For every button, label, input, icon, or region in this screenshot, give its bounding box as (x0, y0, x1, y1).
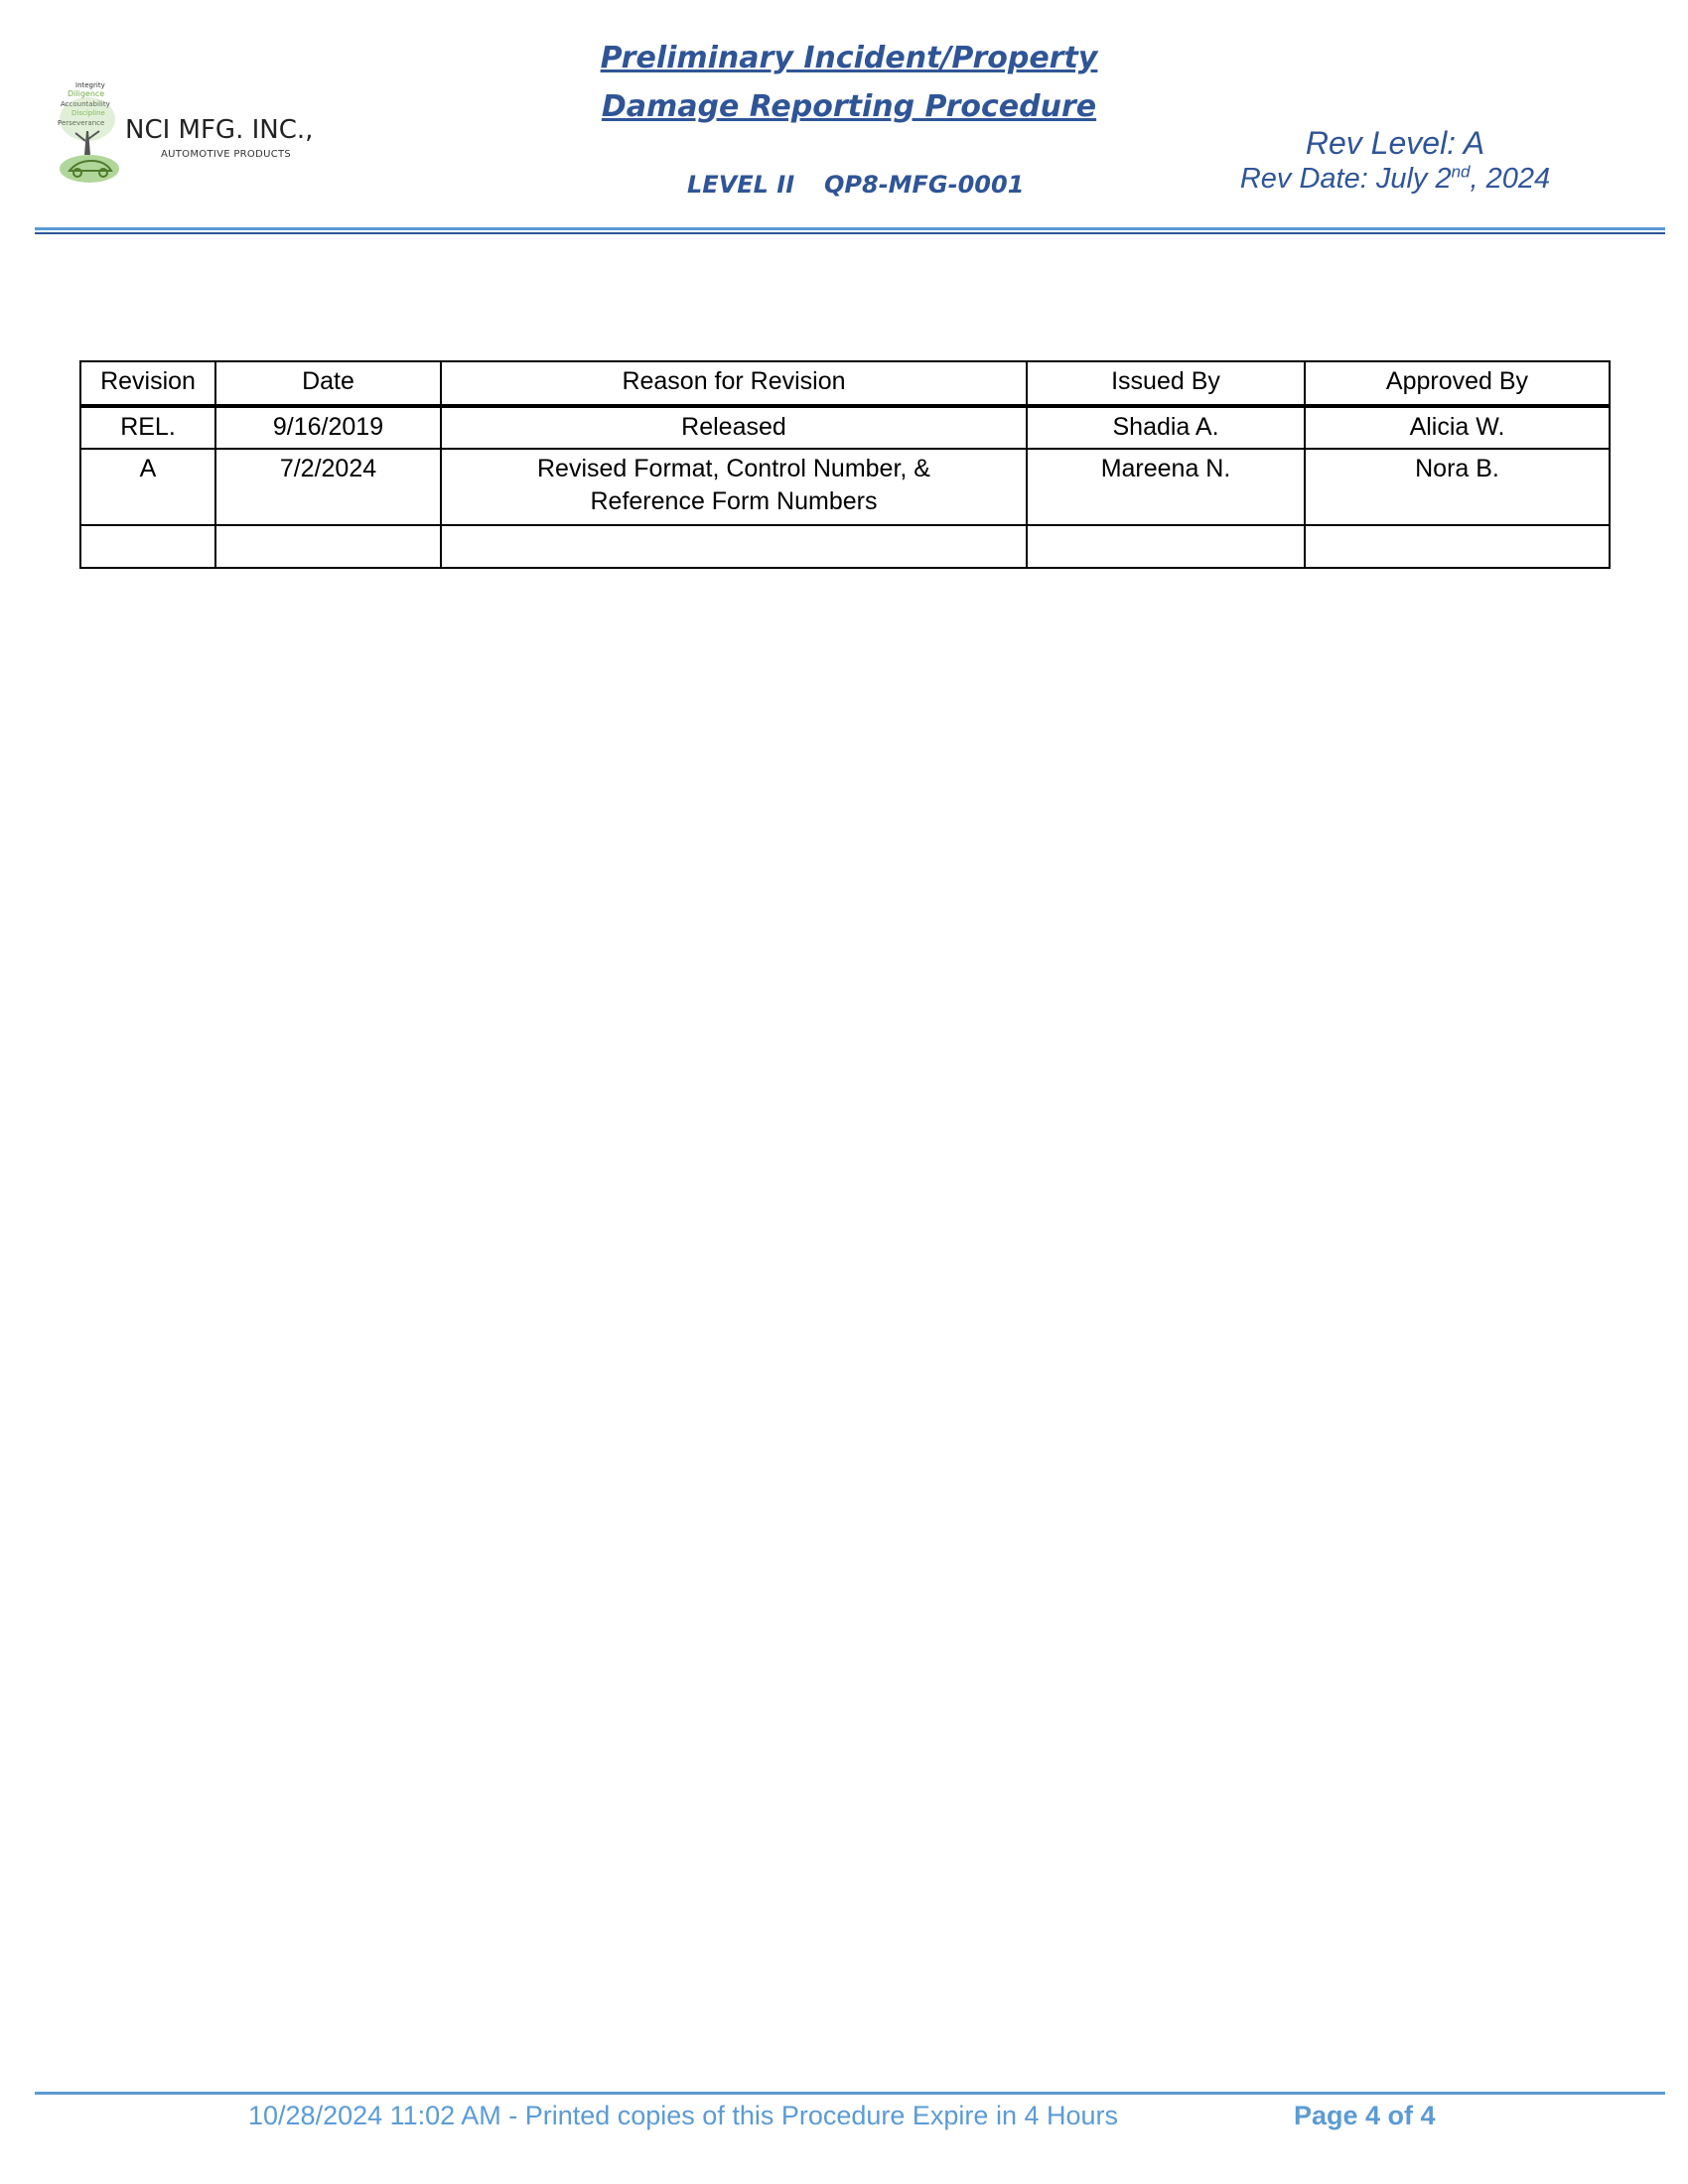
cell-date (215, 525, 441, 568)
rev-date-year: , 2024 (1470, 163, 1551, 195)
column-header-issued-by: Issued By (1027, 361, 1305, 406)
cell-issued-by: Shadia A. (1027, 406, 1305, 449)
document-level: LEVEL II (687, 171, 795, 199)
logo-word: Perseverance (58, 119, 105, 127)
rev-date (1192, 163, 1599, 196)
footer-divider (35, 2092, 1665, 2095)
cell-revision: REL. (80, 406, 215, 449)
company-subtitle: AUTOMOTIVE PRODUCTS (161, 149, 292, 160)
cell-date: 7/2/2024 (215, 449, 441, 525)
cell-revision: A (80, 449, 215, 525)
logo-word: Accountability (61, 100, 110, 108)
cell-approved-by (1305, 525, 1610, 568)
table-row (80, 449, 1610, 525)
logo-word: Diligence (68, 89, 105, 98)
rev-date-suffix-sup: nd (1451, 162, 1471, 182)
revision-history-table (79, 360, 1611, 569)
column-header-approved-by: Approved By (1305, 361, 1610, 406)
cell-issued-by: Mareena N. (1027, 449, 1305, 525)
cell-reason: Released (441, 406, 1027, 449)
rev-date-prefix: Rev Date: July 2 (1239, 163, 1452, 195)
print-expiry-notice: 10/28/2024 11:02 AM - Printed copies of this Procedure Expire in 4 Hours (248, 2101, 1118, 2130)
table-row (80, 525, 1610, 568)
cell-date: 9/16/2019 (215, 406, 441, 449)
column-header-revision: Revision (80, 361, 215, 406)
document-number: QP8-MFG-0001 (824, 171, 1025, 199)
logo-word: Discipline (71, 109, 105, 117)
header-divider-top (35, 227, 1665, 230)
column-header-reason: Reason for Revision (441, 361, 1027, 406)
document-title-line1: Preliminary Incident/Property (600, 41, 1098, 75)
cell-approved-by: Nora B. (1305, 449, 1610, 525)
tree-car-logo-icon (58, 79, 127, 189)
company-name: NCI MFG. INC., (125, 115, 314, 145)
cell-issued-by (1027, 525, 1305, 568)
company-logo (58, 79, 326, 194)
page-number: Page 4 of 4 (1294, 2101, 1436, 2130)
table-row (80, 406, 1610, 449)
rev-level: Rev Level: A (1305, 125, 1485, 161)
cell-revision (80, 525, 215, 568)
logo-word: Integrity (75, 81, 105, 89)
table-header-row (80, 361, 1610, 406)
cell-approved-by: Alicia W. (1305, 406, 1610, 449)
document-title-line2: Damage Reporting Procedure (601, 89, 1097, 124)
header-divider-bottom (35, 232, 1665, 234)
cell-reason: Revised Format, Control Number, & Reference Form Numbers (441, 449, 1027, 525)
cell-reason (441, 525, 1027, 568)
column-header-date: Date (215, 361, 441, 406)
